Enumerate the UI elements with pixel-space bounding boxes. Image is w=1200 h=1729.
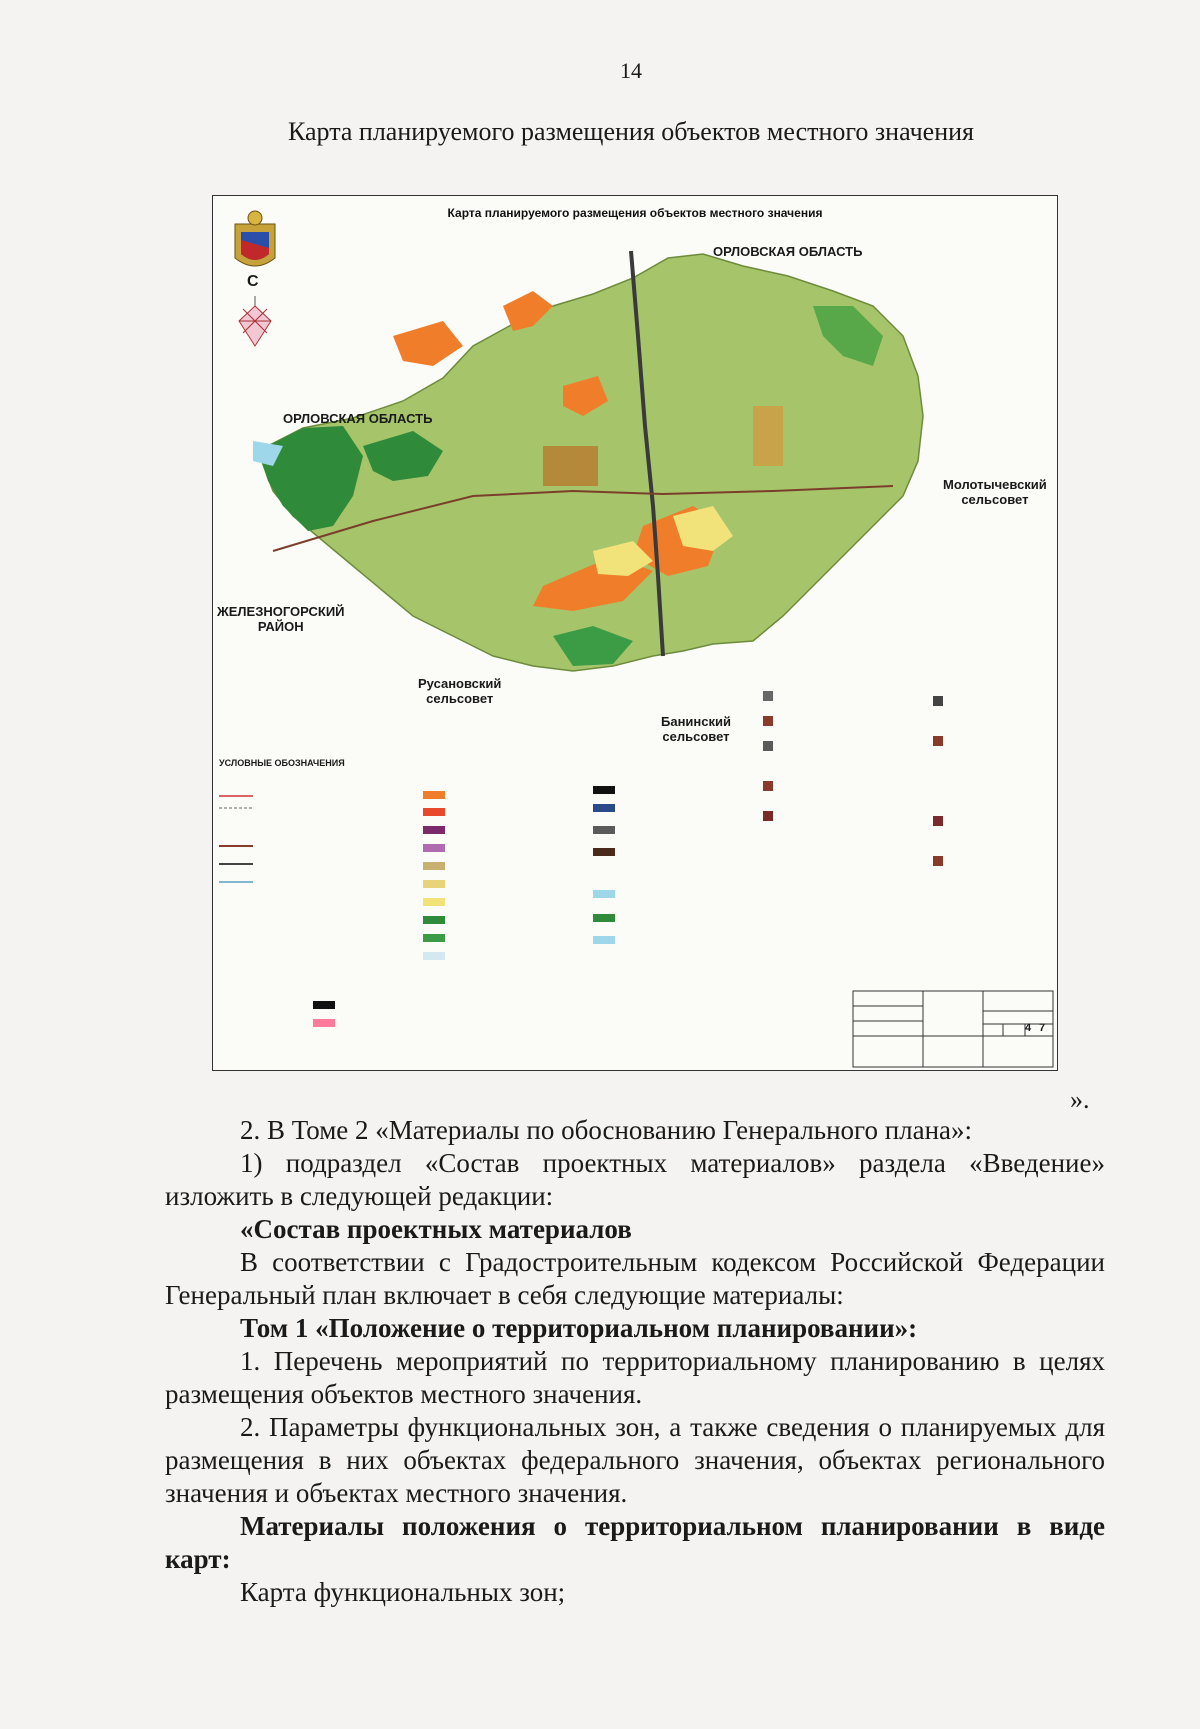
- closing-quote: ».: [1070, 1085, 1090, 1114]
- label-rusanovsky-line2: сельсовет: [426, 691, 494, 706]
- label-rusanovsky-line1: Русановский: [418, 676, 502, 691]
- legend-title: УСЛОВНЫЕ ОБОЗНАЧЕНИЯ: [219, 758, 345, 768]
- stamp-sheet-number: 4: [1025, 1022, 1032, 1034]
- section-heading: Материалы положения о территориальном планировании в виде карт:: [165, 1511, 1105, 1574]
- paragraph: 1. Перечень мероприятий по территориальному планированию в целях размещения объектов местного значения.: [165, 1346, 1105, 1409]
- label-zheleznogorsky: [217, 604, 345, 634]
- paragraph: 1) подраздел «Состав проектных материалов» раздела «Введение» изложить в следующей редакции:: [165, 1148, 1105, 1211]
- map-inner-title: Карта планируемого размещения объектов местного значения: [447, 206, 823, 220]
- paragraph: 2. В Томе 2 «Материалы по обоснованию Генерального плана»:: [240, 1115, 973, 1145]
- label-molotychevsky: [943, 477, 1047, 507]
- paragraph: Карта функциональных зон;: [240, 1577, 566, 1607]
- label-baninsky-line2: сельсовет: [662, 729, 730, 744]
- label-orel-left: ОРЛОВСКАЯ ОБЛАСТЬ: [283, 411, 433, 426]
- label-zheleznogorsky-line1: ЖЕЛЕЗНОГОРСКИЙ: [217, 604, 345, 619]
- stamp-sheet-total: 7: [1039, 1022, 1046, 1034]
- section-heading: «Состав проектных материалов: [240, 1214, 632, 1244]
- section-heading: Том 1 «Положение о территориальном планировании»:: [240, 1313, 918, 1343]
- body-text: [165, 1114, 1105, 1609]
- title-block-table: [853, 991, 1053, 1067]
- page-number: 14: [620, 58, 642, 83]
- north-label: С: [247, 273, 259, 290]
- industrial-zone: [543, 446, 598, 486]
- page-title: Карта планируемого размещения объектов местного значения: [288, 117, 974, 146]
- compass-rose-icon: [239, 296, 271, 346]
- settlement-zone: [393, 321, 463, 366]
- paragraph: В соответствии с Градостроительным кодексом Российской Федерации Генеральный план включает в себя следующие материалы:: [165, 1247, 1105, 1310]
- label-zheleznogorsky-line2: РАЙОН: [257, 619, 304, 634]
- label-molotychevsky-line1: Молотычевский: [943, 477, 1047, 492]
- paragraph: 2. Параметры функциональных зон, а также сведения о планируемых для размещения в них объектах федерального значения, объектах регионального значения и объектах местного значения.: [165, 1412, 1105, 1508]
- map-legend: [219, 691, 943, 1027]
- label-orel-top: ОРЛОВСКАЯ ОБЛАСТЬ: [713, 244, 863, 259]
- map-image: [212, 195, 1058, 1071]
- label-baninsky-line1: Банинский: [661, 714, 731, 729]
- industrial-zone: [753, 406, 783, 466]
- label-molotychevsky-line2: сельсовет: [961, 492, 1029, 507]
- label-rusanovsky: [418, 676, 501, 706]
- label-baninsky: [661, 714, 731, 744]
